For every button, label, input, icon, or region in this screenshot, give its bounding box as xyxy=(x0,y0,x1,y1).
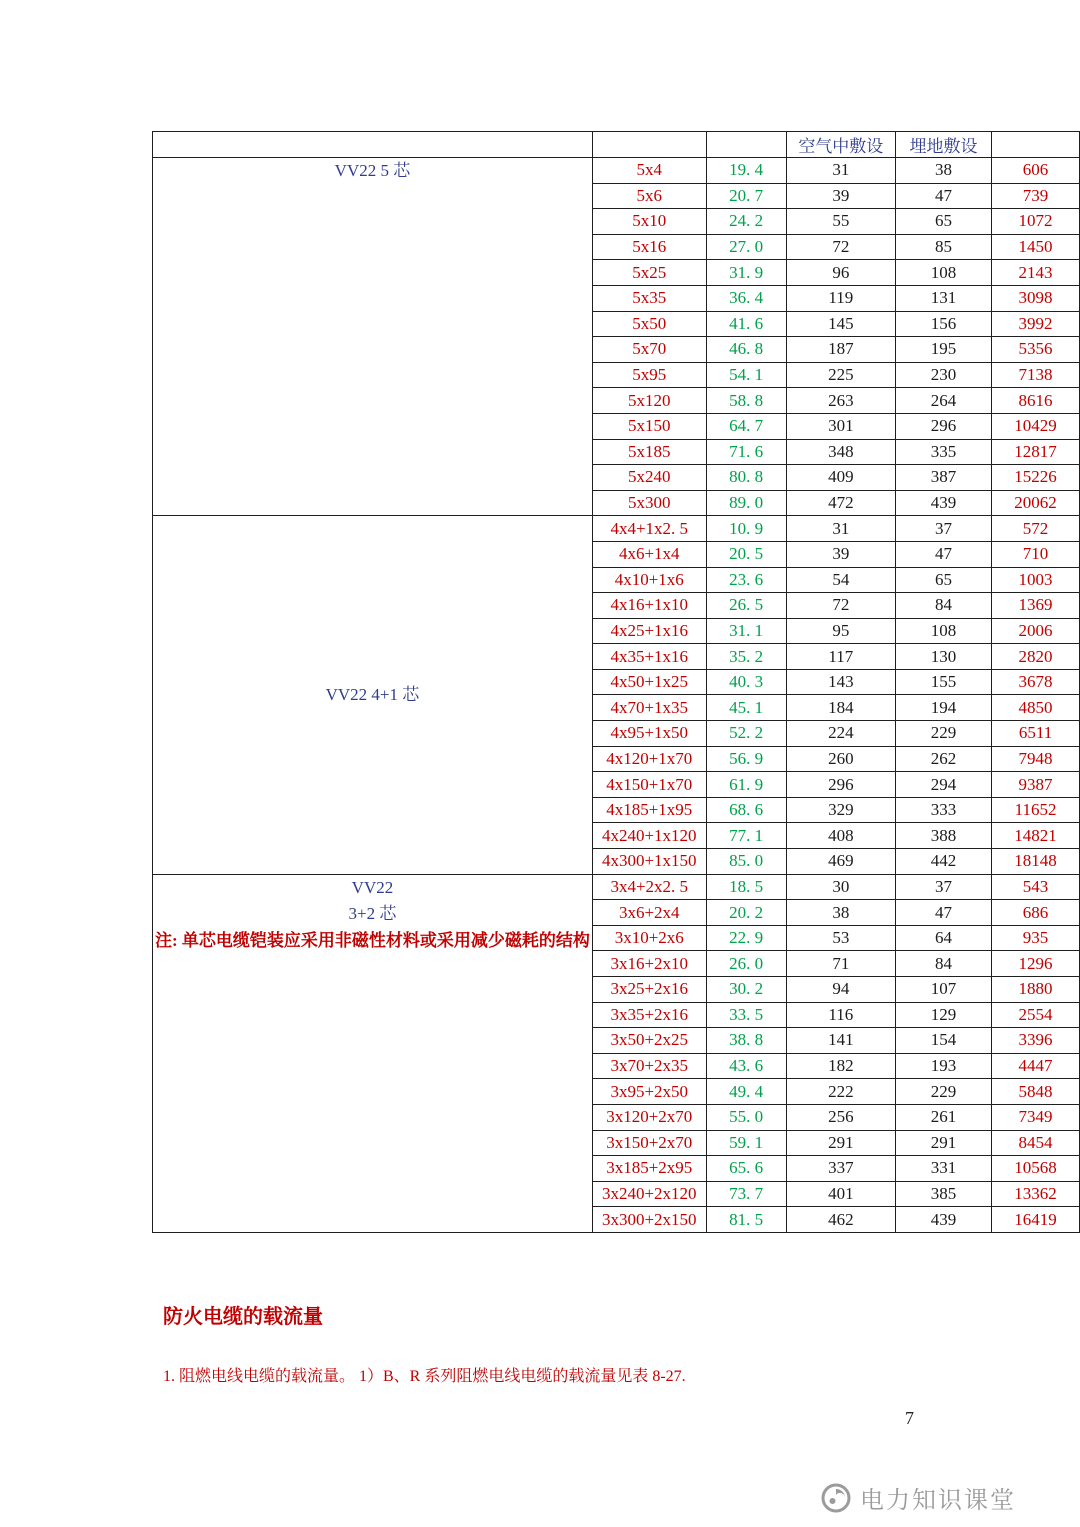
outer-diameter-cell: 38. 8 xyxy=(706,1028,786,1054)
spec-cell: 5x120 xyxy=(592,388,706,414)
weight-cell: 2820 xyxy=(992,644,1080,670)
cable-table xyxy=(152,131,1080,1233)
buried-ampacity-cell: 155 xyxy=(896,669,992,695)
buried-ampacity-cell: 85 xyxy=(896,234,992,260)
spec-cell: 3x50+2x25 xyxy=(592,1028,706,1054)
spec-cell: 3x6+2x4 xyxy=(592,900,706,926)
air-ampacity-cell: 348 xyxy=(786,439,895,465)
buried-ampacity-cell: 442 xyxy=(896,849,992,875)
weight-cell: 18148 xyxy=(992,849,1080,875)
air-ampacity-cell: 222 xyxy=(786,1079,895,1105)
spec-cell: 4x300+1x150 xyxy=(592,849,706,875)
air-ampacity-cell: 72 xyxy=(786,234,895,260)
outer-diameter-cell: 45. 1 xyxy=(706,695,786,721)
outer-diameter-cell: 61. 9 xyxy=(706,772,786,798)
weight-cell: 9387 xyxy=(992,772,1080,798)
spec-cell: 3x4+2x2. 5 xyxy=(592,874,706,900)
weight-cell: 1369 xyxy=(992,593,1080,619)
spec-cell: 5x240 xyxy=(592,465,706,491)
air-ampacity-cell: 182 xyxy=(786,1053,895,1079)
outer-diameter-cell: 52. 2 xyxy=(706,721,786,747)
outer-diameter-cell: 73. 7 xyxy=(706,1181,786,1207)
weight-cell: 686 xyxy=(992,900,1080,926)
buried-ampacity-cell: 262 xyxy=(896,746,992,772)
weight-cell: 710 xyxy=(992,541,1080,567)
buried-ampacity-cell: 156 xyxy=(896,311,992,337)
weight-cell: 935 xyxy=(992,925,1080,951)
buried-ampacity-cell: 193 xyxy=(896,1053,992,1079)
weight-cell: 543 xyxy=(992,874,1080,900)
weight-cell: 1072 xyxy=(992,209,1080,235)
spec-cell: 3x185+2x95 xyxy=(592,1156,706,1182)
outer-diameter-cell: 43. 6 xyxy=(706,1053,786,1079)
air-ampacity-cell: 187 xyxy=(786,337,895,363)
outer-diameter-cell: 24. 2 xyxy=(706,209,786,235)
air-ampacity-cell: 38 xyxy=(786,900,895,926)
weight-cell: 12817 xyxy=(992,439,1080,465)
spec-cell: 4x240+1x120 xyxy=(592,823,706,849)
outer-diameter-cell: 40. 3 xyxy=(706,669,786,695)
outer-diameter-cell: 77. 1 xyxy=(706,823,786,849)
group-label-cell xyxy=(153,516,593,874)
buried-ampacity-cell: 230 xyxy=(896,362,992,388)
group-label-cell xyxy=(153,874,593,1232)
outer-diameter-cell: 30. 2 xyxy=(706,977,786,1003)
buried-ampacity-cell: 129 xyxy=(896,1002,992,1028)
outer-diameter-cell: 89. 0 xyxy=(706,490,786,516)
spec-cell: 3x95+2x50 xyxy=(592,1079,706,1105)
outer-diameter-cell: 18. 5 xyxy=(706,874,786,900)
buried-ampacity-cell: 294 xyxy=(896,772,992,798)
group-label: 3+2 芯 xyxy=(348,903,397,923)
section-paragraph: 1. 阻燃电线电缆的载流量。 1）B、R 系列阻燃电线电缆的载流量见表 8-27. xyxy=(163,1368,686,1385)
spec-cell: 4x120+1x70 xyxy=(592,746,706,772)
buried-ampacity-cell: 291 xyxy=(896,1130,992,1156)
outer-diameter-cell: 36. 4 xyxy=(706,285,786,311)
buried-ampacity-cell: 296 xyxy=(896,413,992,439)
spec-cell: 5x6 xyxy=(592,183,706,209)
section-heading: 防火电缆的载流量 xyxy=(163,1306,323,1328)
outer-diameter-cell: 55. 0 xyxy=(706,1104,786,1130)
outer-diameter-cell: 80. 8 xyxy=(706,465,786,491)
spec-cell: 3x10+2x6 xyxy=(592,925,706,951)
spec-cell: 3x70+2x35 xyxy=(592,1053,706,1079)
weight-cell: 4850 xyxy=(992,695,1080,721)
buried-ampacity-cell: 385 xyxy=(896,1181,992,1207)
weight-cell: 8616 xyxy=(992,388,1080,414)
weight-cell: 5356 xyxy=(992,337,1080,363)
outer-diameter-cell: 26. 0 xyxy=(706,951,786,977)
weight-cell: 3098 xyxy=(992,285,1080,311)
spec-cell: 5x16 xyxy=(592,234,706,260)
spec-cell: 5x10 xyxy=(592,209,706,235)
air-ampacity-cell: 263 xyxy=(786,388,895,414)
outer-diameter-cell: 46. 8 xyxy=(706,337,786,363)
spec-cell: 4x16+1x10 xyxy=(592,593,706,619)
air-ampacity-cell: 296 xyxy=(786,772,895,798)
buried-ampacity-cell: 229 xyxy=(896,1079,992,1105)
buried-ampacity-cell: 229 xyxy=(896,721,992,747)
buried-ampacity-cell: 195 xyxy=(896,337,992,363)
weight-cell: 3992 xyxy=(992,311,1080,337)
air-ampacity-cell: 143 xyxy=(786,669,895,695)
air-ampacity-cell: 30 xyxy=(786,874,895,900)
weight-cell: 5848 xyxy=(992,1079,1080,1105)
buried-ampacity-cell: 107 xyxy=(896,977,992,1003)
buried-ampacity-cell: 84 xyxy=(896,951,992,977)
outer-diameter-cell: 27. 0 xyxy=(706,234,786,260)
outer-diameter-cell: 31. 9 xyxy=(706,260,786,286)
spec-cell: 4x150+1x70 xyxy=(592,772,706,798)
buried-ampacity-cell: 108 xyxy=(896,260,992,286)
weight-cell: 6511 xyxy=(992,721,1080,747)
outer-diameter-cell: 22. 9 xyxy=(706,925,786,951)
outer-diameter-cell: 31. 1 xyxy=(706,618,786,644)
outer-diameter-cell: 20. 7 xyxy=(706,183,786,209)
air-ampacity-cell: 72 xyxy=(786,593,895,619)
outer-diameter-cell: 85. 0 xyxy=(706,849,786,875)
table-row xyxy=(153,516,1080,542)
spec-cell: 5x25 xyxy=(592,260,706,286)
buried-ampacity-cell: 261 xyxy=(896,1104,992,1130)
group-label: VV22 5 芯 xyxy=(334,161,411,180)
air-ampacity-cell: 96 xyxy=(786,260,895,286)
buried-ampacity-cell: 335 xyxy=(896,439,992,465)
header-empty-weight xyxy=(992,132,1080,158)
air-ampacity-cell: 116 xyxy=(786,1002,895,1028)
spec-cell: 4x50+1x25 xyxy=(592,669,706,695)
buried-ampacity-cell: 131 xyxy=(896,285,992,311)
spec-cell: 3x25+2x16 xyxy=(592,977,706,1003)
spec-cell: 4x95+1x50 xyxy=(592,721,706,747)
air-ampacity-cell: 329 xyxy=(786,797,895,823)
buried-ampacity-cell: 38 xyxy=(896,158,992,184)
table-row xyxy=(153,158,1080,184)
air-ampacity-cell: 55 xyxy=(786,209,895,235)
air-ampacity-cell: 469 xyxy=(786,849,895,875)
outer-diameter-cell: 10. 9 xyxy=(706,516,786,542)
weight-cell: 1450 xyxy=(992,234,1080,260)
air-ampacity-cell: 39 xyxy=(786,541,895,567)
header-empty-spec xyxy=(592,132,706,158)
table-header-row xyxy=(153,132,1080,158)
spec-cell: 5x70 xyxy=(592,337,706,363)
buried-ampacity-cell: 439 xyxy=(896,490,992,516)
weight-cell: 3678 xyxy=(992,669,1080,695)
header-empty-od xyxy=(706,132,786,158)
spec-cell: 4x185+1x95 xyxy=(592,797,706,823)
air-ampacity-cell: 256 xyxy=(786,1104,895,1130)
spec-cell: 3x35+2x16 xyxy=(592,1002,706,1028)
buried-ampacity-cell: 333 xyxy=(896,797,992,823)
weight-cell: 7948 xyxy=(992,746,1080,772)
outer-diameter-cell: 26. 5 xyxy=(706,593,786,619)
buried-ampacity-cell: 331 xyxy=(896,1156,992,1182)
weight-cell: 14821 xyxy=(992,823,1080,849)
cable-table-body xyxy=(153,158,1080,1233)
air-ampacity-cell: 301 xyxy=(786,413,895,439)
air-ampacity-cell: 53 xyxy=(786,925,895,951)
air-ampacity-cell: 184 xyxy=(786,695,895,721)
weight-cell: 16419 xyxy=(992,1207,1080,1233)
buried-ampacity-cell: 47 xyxy=(896,541,992,567)
weight-cell: 739 xyxy=(992,183,1080,209)
buried-ampacity-cell: 439 xyxy=(896,1207,992,1233)
air-ampacity-cell: 54 xyxy=(786,567,895,593)
spec-cell: 5x150 xyxy=(592,413,706,439)
air-ampacity-cell: 337 xyxy=(786,1156,895,1182)
spec-cell: 4x10+1x6 xyxy=(592,567,706,593)
outer-diameter-cell: 59. 1 xyxy=(706,1130,786,1156)
air-ampacity-cell: 119 xyxy=(786,285,895,311)
weight-cell: 7349 xyxy=(992,1104,1080,1130)
outer-diameter-cell: 68. 6 xyxy=(706,797,786,823)
spec-cell: 3x300+2x150 xyxy=(592,1207,706,1233)
weight-cell: 2006 xyxy=(992,618,1080,644)
spec-cell: 5x185 xyxy=(592,439,706,465)
air-ampacity-cell: 71 xyxy=(786,951,895,977)
air-ampacity-cell: 31 xyxy=(786,516,895,542)
buried-ampacity-cell: 37 xyxy=(896,874,992,900)
spec-cell: 4x25+1x16 xyxy=(592,618,706,644)
air-ampacity-cell: 462 xyxy=(786,1207,895,1233)
group-note: 注: 单芯电缆铠装应采用非磁性材料或采用减少磁耗的结构 xyxy=(155,930,590,950)
outer-diameter-cell: 19. 4 xyxy=(706,158,786,184)
page-number: 7 xyxy=(905,1408,914,1428)
air-ampacity-cell: 225 xyxy=(786,362,895,388)
outer-diameter-cell: 49. 4 xyxy=(706,1079,786,1105)
buried-ampacity-cell: 130 xyxy=(896,644,992,670)
buried-ampacity-cell: 64 xyxy=(896,925,992,951)
outer-diameter-cell: 71. 6 xyxy=(706,439,786,465)
weight-cell: 1296 xyxy=(992,951,1080,977)
spec-cell: 4x4+1x2. 5 xyxy=(592,516,706,542)
spec-cell: 4x6+1x4 xyxy=(592,541,706,567)
outer-diameter-cell: 58. 8 xyxy=(706,388,786,414)
outer-diameter-cell: 64. 7 xyxy=(706,413,786,439)
weight-cell: 1003 xyxy=(992,567,1080,593)
spec-cell: 3x16+2x10 xyxy=(592,951,706,977)
air-ampacity-cell: 408 xyxy=(786,823,895,849)
weight-cell: 8454 xyxy=(992,1130,1080,1156)
weight-cell: 10429 xyxy=(992,413,1080,439)
weight-cell: 11652 xyxy=(992,797,1080,823)
buried-ampacity-cell: 264 xyxy=(896,388,992,414)
outer-diameter-cell: 23. 6 xyxy=(706,567,786,593)
weight-cell: 606 xyxy=(992,158,1080,184)
buried-ampacity-cell: 47 xyxy=(896,183,992,209)
air-ampacity-cell: 95 xyxy=(786,618,895,644)
weight-cell: 1880 xyxy=(992,977,1080,1003)
spec-cell: 5x4 xyxy=(592,158,706,184)
watermark-logo-icon xyxy=(819,1481,853,1515)
table-row xyxy=(153,874,1080,900)
spec-cell: 3x120+2x70 xyxy=(592,1104,706,1130)
weight-cell: 3396 xyxy=(992,1028,1080,1054)
buried-ampacity-cell: 387 xyxy=(896,465,992,491)
weight-cell: 10568 xyxy=(992,1156,1080,1182)
spec-cell: 4x70+1x35 xyxy=(592,695,706,721)
air-ampacity-cell: 145 xyxy=(786,311,895,337)
air-ampacity-cell: 260 xyxy=(786,746,895,772)
header-empty-group xyxy=(153,132,593,158)
buried-ampacity-cell: 154 xyxy=(896,1028,992,1054)
air-ampacity-cell: 409 xyxy=(786,465,895,491)
header-buried-laying: 埋地敷设 xyxy=(896,132,992,158)
spec-cell: 5x95 xyxy=(592,362,706,388)
header-air-laying: 空气中敷设 xyxy=(786,132,895,158)
weight-cell: 572 xyxy=(992,516,1080,542)
air-ampacity-cell: 472 xyxy=(786,490,895,516)
outer-diameter-cell: 54. 1 xyxy=(706,362,786,388)
outer-diameter-cell: 56. 9 xyxy=(706,746,786,772)
air-ampacity-cell: 94 xyxy=(786,977,895,1003)
buried-ampacity-cell: 65 xyxy=(896,209,992,235)
outer-diameter-cell: 35. 2 xyxy=(706,644,786,670)
outer-diameter-cell: 20. 2 xyxy=(706,900,786,926)
air-ampacity-cell: 141 xyxy=(786,1028,895,1054)
weight-cell: 13362 xyxy=(992,1181,1080,1207)
spec-cell: 5x300 xyxy=(592,490,706,516)
buried-ampacity-cell: 37 xyxy=(896,516,992,542)
spec-cell: 5x35 xyxy=(592,285,706,311)
spec-cell: 3x240+2x120 xyxy=(592,1181,706,1207)
outer-diameter-cell: 20. 5 xyxy=(706,541,786,567)
spec-cell: 4x35+1x16 xyxy=(592,644,706,670)
outer-diameter-cell: 65. 6 xyxy=(706,1156,786,1182)
weight-cell: 4447 xyxy=(992,1053,1080,1079)
outer-diameter-cell: 41. 6 xyxy=(706,311,786,337)
watermark xyxy=(819,1480,1016,1515)
buried-ampacity-cell: 108 xyxy=(896,618,992,644)
weight-cell: 15226 xyxy=(992,465,1080,491)
buried-ampacity-cell: 388 xyxy=(896,823,992,849)
group-label-cell xyxy=(153,158,593,516)
group-label: VV22 4+1 芯 xyxy=(325,684,420,704)
weight-cell: 2554 xyxy=(992,1002,1080,1028)
buried-ampacity-cell: 84 xyxy=(896,593,992,619)
watermark-text: 电力知识课堂 xyxy=(860,1487,1016,1514)
weight-cell: 20062 xyxy=(992,490,1080,516)
air-ampacity-cell: 291 xyxy=(786,1130,895,1156)
air-ampacity-cell: 31 xyxy=(786,158,895,184)
outer-diameter-cell: 81. 5 xyxy=(706,1207,786,1233)
air-ampacity-cell: 401 xyxy=(786,1181,895,1207)
weight-cell: 7138 xyxy=(992,362,1080,388)
spec-cell: 5x50 xyxy=(592,311,706,337)
air-ampacity-cell: 39 xyxy=(786,183,895,209)
weight-cell: 2143 xyxy=(992,260,1080,286)
air-ampacity-cell: 224 xyxy=(786,721,895,747)
buried-ampacity-cell: 194 xyxy=(896,695,992,721)
outer-diameter-cell: 33. 5 xyxy=(706,1002,786,1028)
air-ampacity-cell: 117 xyxy=(786,644,895,670)
group-label: VV22 xyxy=(351,877,394,897)
buried-ampacity-cell: 65 xyxy=(896,567,992,593)
spec-cell: 3x150+2x70 xyxy=(592,1130,706,1156)
buried-ampacity-cell: 47 xyxy=(896,900,992,926)
